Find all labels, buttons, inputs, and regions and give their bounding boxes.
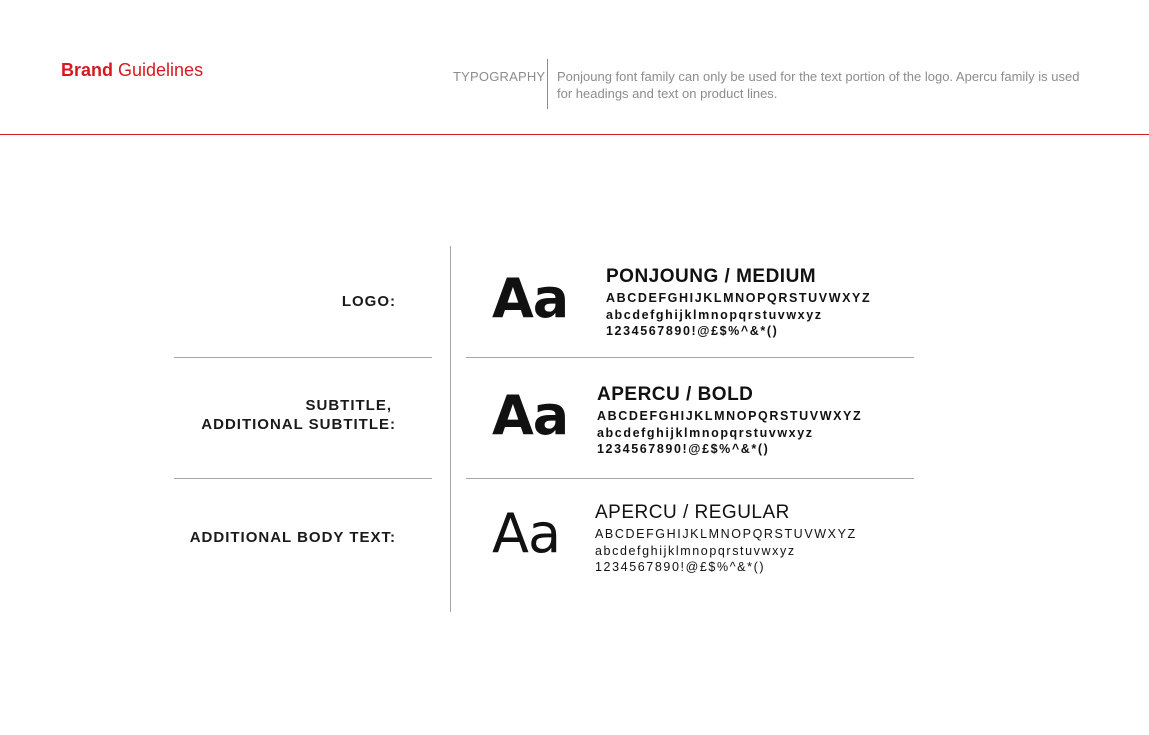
lowercase-glyphs: abcdefghijklmnopqrstuvwxyz — [595, 543, 796, 558]
section-label: TYPOGRAPHY — [453, 69, 546, 84]
row-divider-left — [174, 478, 432, 479]
lowercase-glyphs: abcdefghijklmnopqrstuvwxyz — [597, 425, 814, 440]
brand-title-strong: Brand — [61, 60, 114, 80]
symbol-glyphs: 1234567890!@£$%^&*() — [597, 442, 770, 456]
uppercase-glyphs: ABCDEFGHIJKLMNOPQRSTUVWXYZ — [606, 291, 872, 305]
uppercase-glyphs: ABCDEFGHIJKLMNOPQRSTUVWXYZ — [597, 409, 863, 423]
row-label-body-text: ADDITIONAL BODY TEXT: — [189, 529, 396, 546]
symbol-glyphs: 1234567890!@£$%^&*() — [606, 324, 779, 338]
type-sample-apercu-regular: Aa — [492, 502, 561, 565]
font-spec-apercu-regular — [595, 502, 857, 576]
font-spec-ponjoung — [606, 266, 871, 340]
row-label-subtitle-line2: ADDITIONAL SUBTITLE: — [201, 416, 396, 433]
brand-title-rest: Guidelines — [113, 60, 204, 80]
font-name: APERCU / REGULAR — [595, 502, 790, 523]
font-spec-apercu-bold — [597, 384, 862, 458]
row-divider-right — [466, 478, 914, 479]
row-label-subtitle — [201, 396, 396, 434]
row-divider-right — [466, 357, 914, 358]
font-name: APERCU / BOLD — [597, 384, 754, 405]
column-divider — [450, 246, 451, 612]
row-label-logo: LOGO: — [341, 293, 396, 310]
uppercase-glyphs: ABCDEFGHIJKLMNOPQRSTUVWXYZ — [595, 527, 857, 541]
lowercase-glyphs: abcdefghijklmnopqrstuvwxyz — [606, 307, 823, 322]
row-label-subtitle-line1: SUBTITLE, — [305, 397, 392, 414]
symbol-glyphs: 1234567890!@£$%^&*() — [595, 560, 766, 574]
type-sample-apercu-bold: Aa — [492, 384, 569, 447]
type-sample-ponjoung: Aa — [492, 267, 569, 330]
brand-title — [61, 60, 203, 81]
header-rule — [0, 134, 1149, 135]
row-divider-left — [174, 357, 432, 358]
header-divider — [547, 59, 548, 109]
section-description: Ponjoung font family can only be used for the text portion of the logo. Apercu family is used for headings and text on product lines. — [557, 69, 1080, 101]
font-name: PONJOUNG / MEDIUM — [606, 266, 817, 287]
